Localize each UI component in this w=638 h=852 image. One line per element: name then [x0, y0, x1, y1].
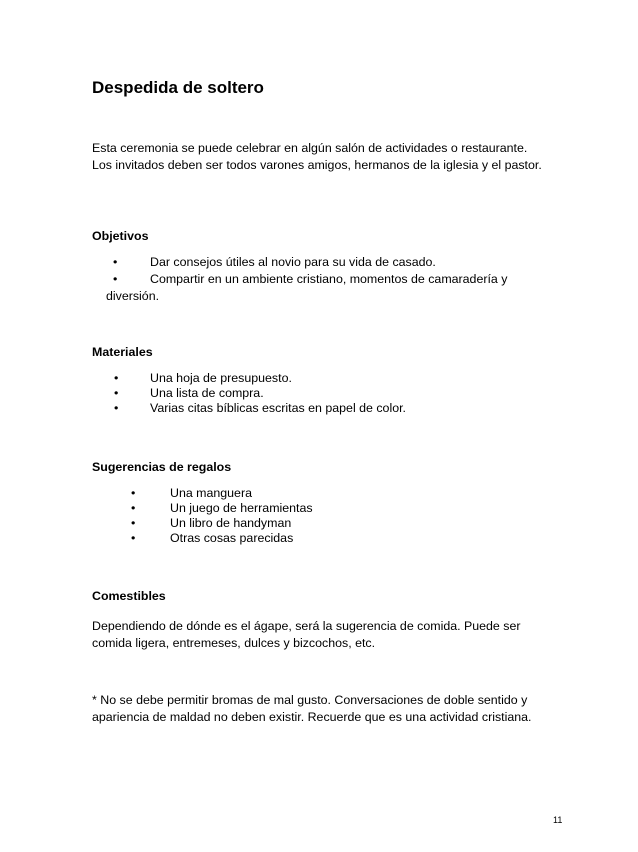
materiales-item-text: Varias citas bíblicas escritas en papel de color.	[150, 401, 406, 415]
comestibles-line-1: Dependiendo de dónde es el ágape, será la sugerencia de comida. Puede ser	[92, 619, 521, 633]
bullet-icon: •	[114, 371, 119, 385]
bullet-icon: •	[113, 255, 118, 269]
nota-line-2: apariencia de maldad no deben existir. Recuerde que es una actividad cristiana.	[92, 710, 532, 724]
bullet-icon: •	[131, 516, 136, 530]
nota-line-1: * No se debe permitir bromas de mal gusto. Conversaciones de doble sentido y	[92, 693, 528, 707]
bullet-icon: •	[114, 386, 119, 400]
objetivos-item-2-text: Compartir en un ambiente cristiano, momentos de camaradería y	[150, 272, 508, 286]
intro-line-2: Los invitados deben ser todos varones amigos, hermanos de la iglesia y el pastor.	[92, 158, 542, 172]
regalos-heading: Sugerencias de regalos	[92, 460, 232, 474]
comestibles-heading: Comestibles	[92, 589, 166, 603]
regalos-item-text: Un juego de herramientas	[170, 501, 313, 515]
objetivos-item-2-continuation: diversión.	[106, 289, 160, 303]
objetivos-item-1-text: Dar consejos útiles al novio para su vida de casado.	[150, 255, 436, 269]
objetivos-heading: Objetivos	[92, 229, 149, 243]
materiales-heading: Materiales	[92, 345, 153, 359]
regalos-item-text: Un libro de handyman	[170, 516, 292, 530]
materiales-item-text: Una hoja de presupuesto.	[150, 371, 292, 385]
page-number: 11	[553, 815, 563, 825]
intro-line-1: Esta ceremonia se puede celebrar en algún salón de actividades o restaurante.	[92, 141, 528, 155]
regalos-item-text: Otras cosas parecidas	[170, 531, 294, 545]
regalos-item-text: Una manguera	[170, 486, 252, 500]
materiales-item-text: Una lista de compra.	[150, 386, 264, 400]
bullet-icon: •	[114, 401, 119, 415]
page-title: Despedida de soltero	[92, 78, 264, 97]
bullet-icon: •	[131, 486, 136, 500]
bullet-icon: •	[131, 531, 136, 545]
bullet-icon: •	[131, 501, 136, 515]
comestibles-line-2: comida ligera, entremeses, dulces y bizcochos, etc.	[92, 636, 376, 650]
bullet-icon: •	[113, 272, 118, 286]
